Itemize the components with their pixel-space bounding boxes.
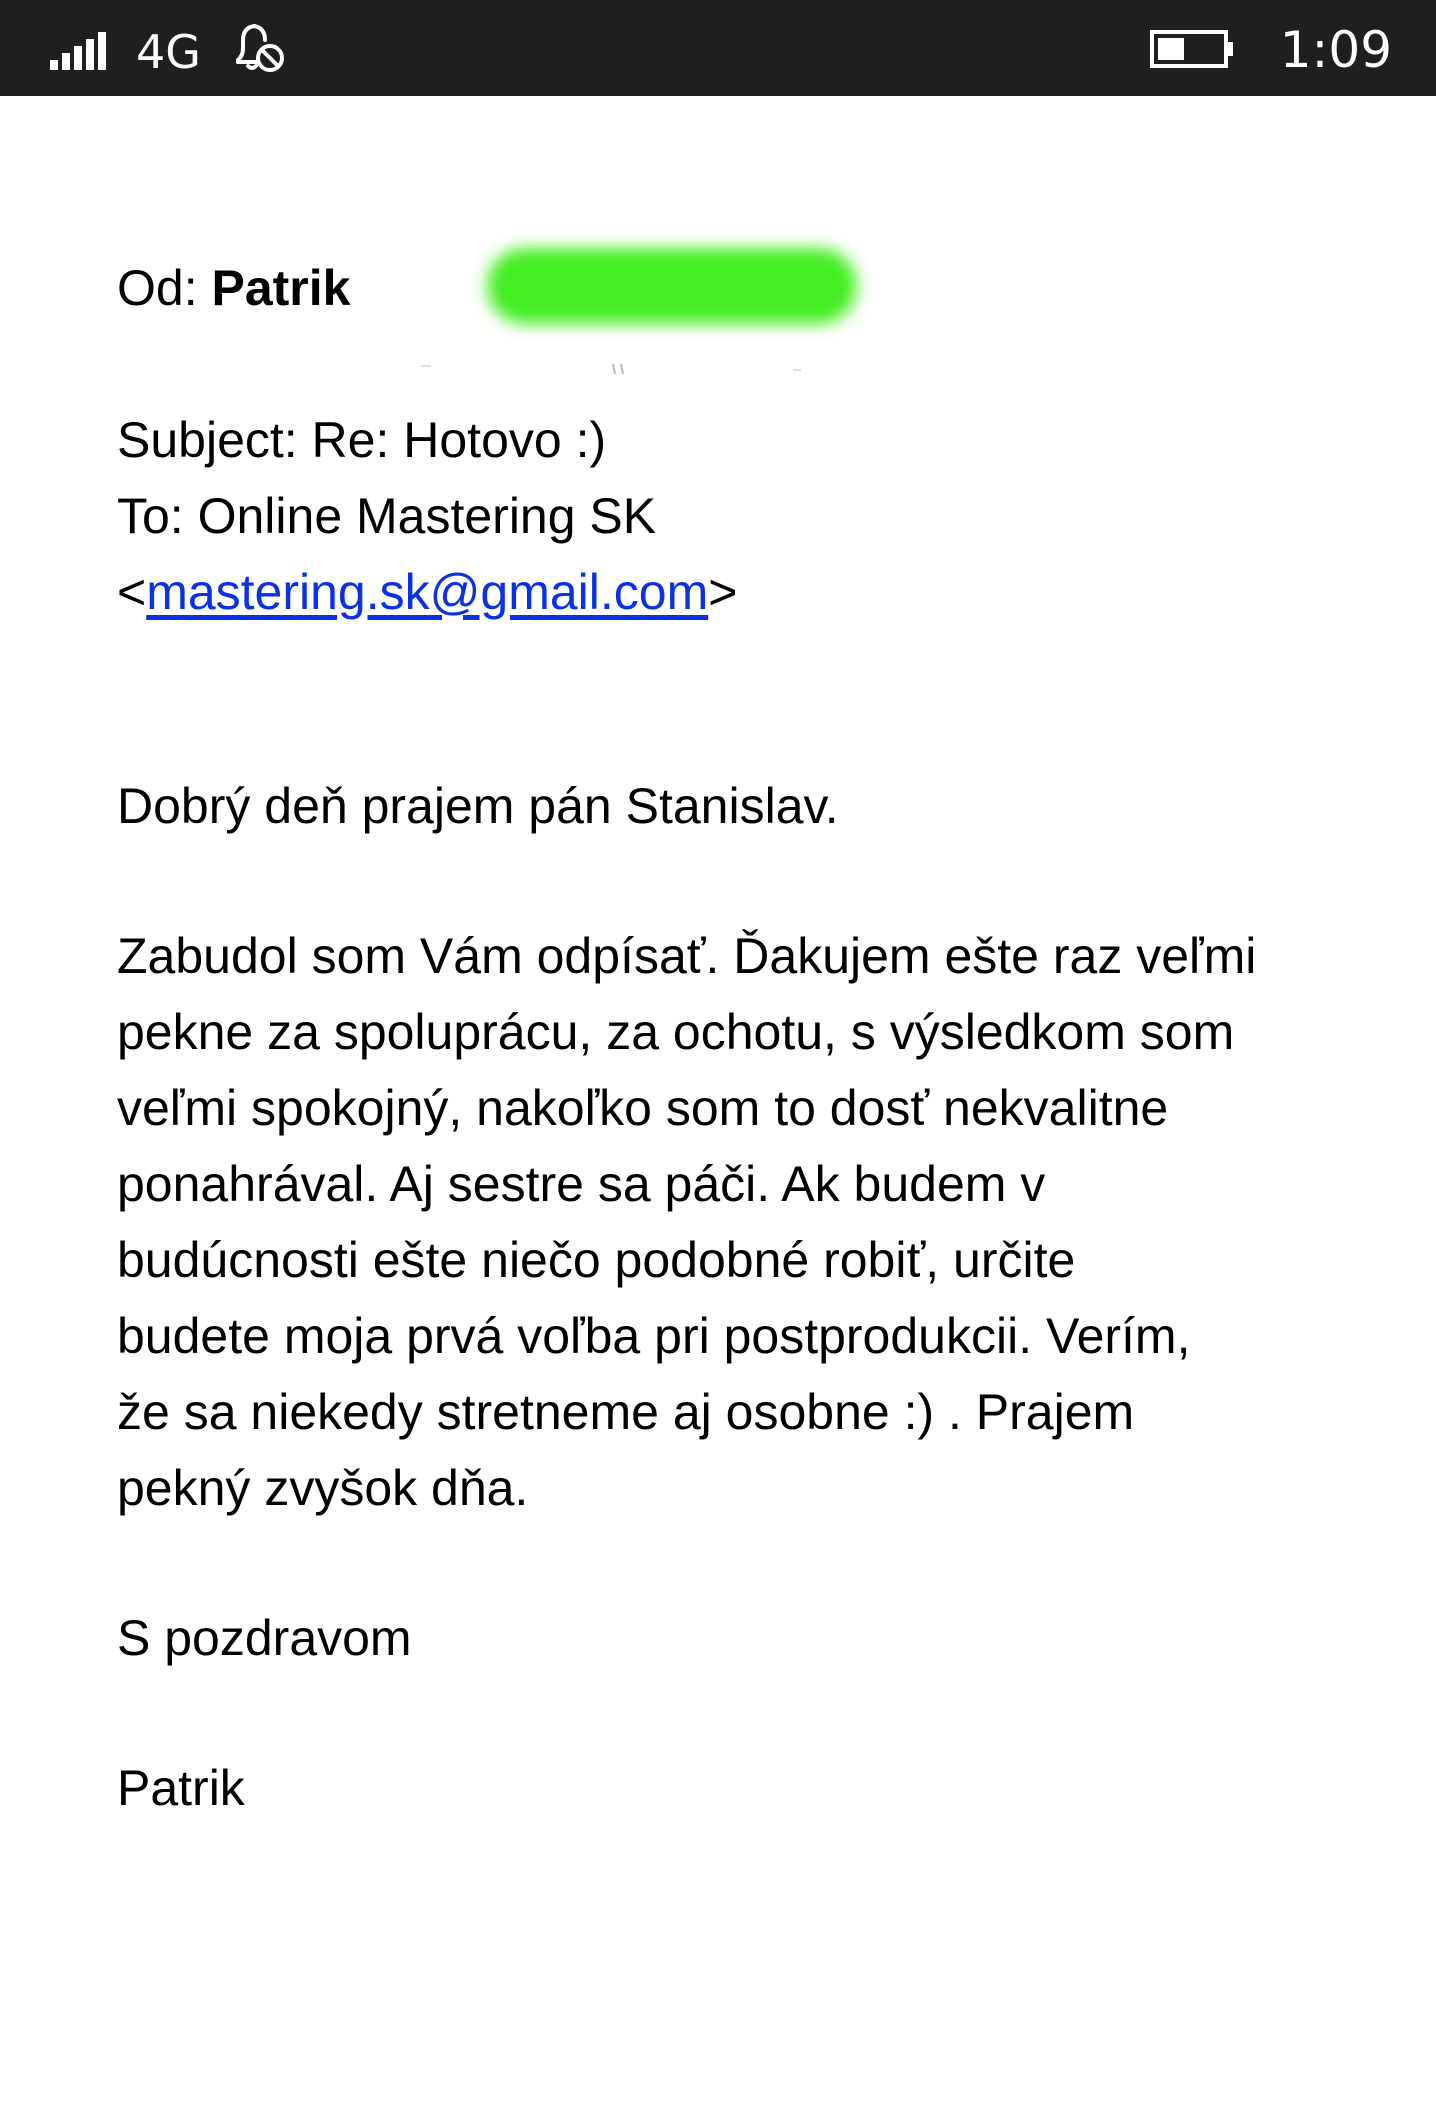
- from-name: Patrik: [211, 260, 351, 316]
- clock: 1:09: [1279, 21, 1392, 79]
- body-line: ponahrával. Aj sestre sa páči. Ak budem v: [117, 1156, 1046, 1212]
- message-body: [117, 918, 1357, 1526]
- body-line: budúcnosti ešte niečo podobné robiť, určite: [117, 1232, 1076, 1288]
- redaction-blob: [487, 248, 857, 324]
- do-not-disturb-icon: [230, 22, 286, 74]
- to-line: To: Online Mastering SK: [117, 488, 657, 544]
- body-line: budete moja prvá voľba pri postprodukcii. Verím,: [117, 1308, 1191, 1364]
- signature: Patrik: [117, 1760, 245, 1816]
- email-address-link[interactable]: mastering.sk@gmail.com: [146, 564, 709, 620]
- body-line: Zabudol som Vám odpísať. Ďakujem ešte raz veľmi: [117, 928, 1257, 984]
- redaction-residue: [417, 362, 837, 376]
- signal-icon: [50, 30, 110, 70]
- from-line: [117, 250, 350, 326]
- body-line: veľmi spokojný, nakoľko som to dosť nekvalitne: [117, 1080, 1169, 1136]
- subject-line: Subject: Re: Hotovo :): [117, 412, 607, 468]
- body-line: že sa niekedy stretneme aj osobne :) . Prajem: [117, 1384, 1135, 1440]
- body-line: pekne za spoluprácu, za ochotu, s výsledkom som: [117, 1004, 1235, 1060]
- battery-icon: [1150, 30, 1234, 68]
- to-address-line: [117, 554, 737, 630]
- body-line: pekný zvyšok dňa.: [117, 1460, 529, 1516]
- addr-close: >: [708, 564, 738, 620]
- status-bar: [0, 0, 1436, 96]
- from-label: Od:: [117, 260, 212, 316]
- greeting: Dobrý deň prajem pán Stanislav.: [117, 778, 839, 834]
- network-type: 4G: [136, 25, 201, 79]
- closing: S pozdravom: [117, 1610, 412, 1666]
- addr-open: <: [117, 564, 147, 620]
